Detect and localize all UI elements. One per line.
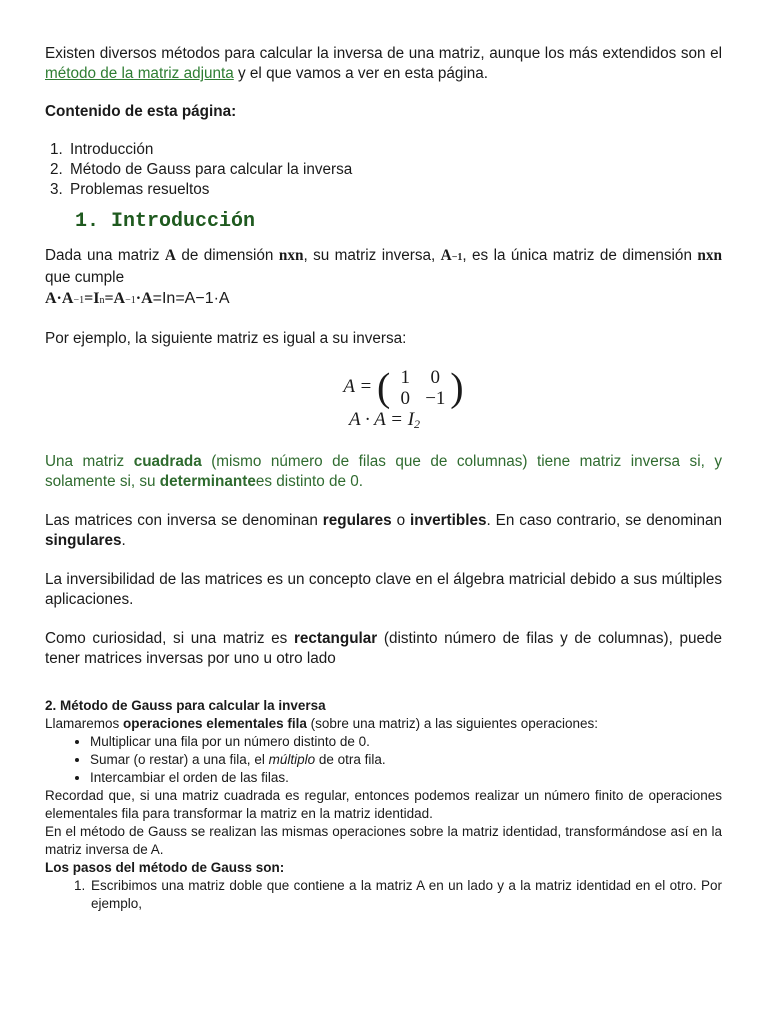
matrix-equation: A = ( 1 0 0 −1 ) <box>343 365 464 410</box>
definition-paragraph: Dada una matriz A de dimensión nxn, su matriz inversa, A−1, es la única matriz de dimensión nxn que cumple <box>45 247 723 286</box>
example-paragraph: Por ejemplo, la siguiente matriz es igual a su inversa: <box>45 330 407 347</box>
operations-paragraph: Llamaremos operaciones elementales fila (sobre una matriz) a las siguientes operaciones: <box>45 716 599 731</box>
document-page <box>45 44 722 913</box>
list-item: 1. Escribimos una matriz doble que contiene a la matriz A en un lado y a la matriz identidad en el otro. Por ejemplo, <box>89 877 722 913</box>
intro-text-end: y el que vamos a ver en esta página. <box>233 65 489 82</box>
steps-list <box>45 877 722 913</box>
list-item: • Sumar (o restar) a una fila, el múltiplo de otra fila. <box>90 751 722 769</box>
steps-heading: Los pasos del método de Gauss son: <box>45 860 285 875</box>
table-of-contents <box>45 140 722 200</box>
square-matrix-paragraph: Una matriz cuadrada (mismo número de filas que de columnas) tiene matriz inversa si, y solamente si, su determinantees distinto de 0. <box>45 453 722 490</box>
toc-item-gauss[interactable]: 2. Método de Gauss para calcular la inversa <box>67 160 722 180</box>
intro-paragraph <box>45 44 722 84</box>
section-1-heading: 1. Introducción <box>75 210 256 233</box>
toc-item-introduction[interactable]: 1. Introducción <box>67 140 722 160</box>
inverse-formula: A·A−1=In=A−1·A=In=A−1·A <box>45 290 230 307</box>
regular-paragraph: Las matrices con inversa se denominan regulares o invertibles. En caso contrario, se denominan singulares. <box>45 512 722 549</box>
rectangular-paragraph: Como curiosidad, si una matriz es rectangular (distinto número de filas y de columnas), puede tener matrices inversas por uno u otro lado <box>45 630 722 667</box>
recall-paragraph: Recordad que, si una matriz cuadrada es regular, entonces podemos realizar un número finito de operaciones elementales fila para transformar la matriz en la matriz identidad. <box>45 788 722 821</box>
invertibility-paragraph: La inversibilidad de las matrices es un concepto clave en el álgebra matricial debido a sus múltiples aplicaciones. <box>45 571 722 608</box>
operations-list <box>45 733 722 787</box>
intro-text: Existen diversos métodos para calcular la inversa de una matriz, aunque los más extendidos son el <box>45 45 722 62</box>
section-2 <box>45 697 722 913</box>
list-item: • Multiplicar una fila por un número distinto de 0. <box>90 733 722 751</box>
list-item: • Intercambiar el orden de las filas. <box>90 769 722 787</box>
section-2-heading: 2. Método de Gauss para calcular la inversa <box>45 698 326 713</box>
matrix-a: 1 0 0 −1 <box>400 367 446 409</box>
contents-heading: Contenido de esta página: <box>45 103 237 120</box>
identity-equation: A · A = I2 <box>348 409 421 431</box>
adjoint-matrix-link[interactable]: método de la matriz adjunta <box>45 65 234 82</box>
toc-item-problems[interactable]: 3. Problemas resueltos <box>67 180 722 200</box>
gauss-paragraph: En el método de Gauss se realizan las mismas operaciones sobre la matriz identidad, transformándose así en la matriz inversa de A. <box>45 824 722 857</box>
